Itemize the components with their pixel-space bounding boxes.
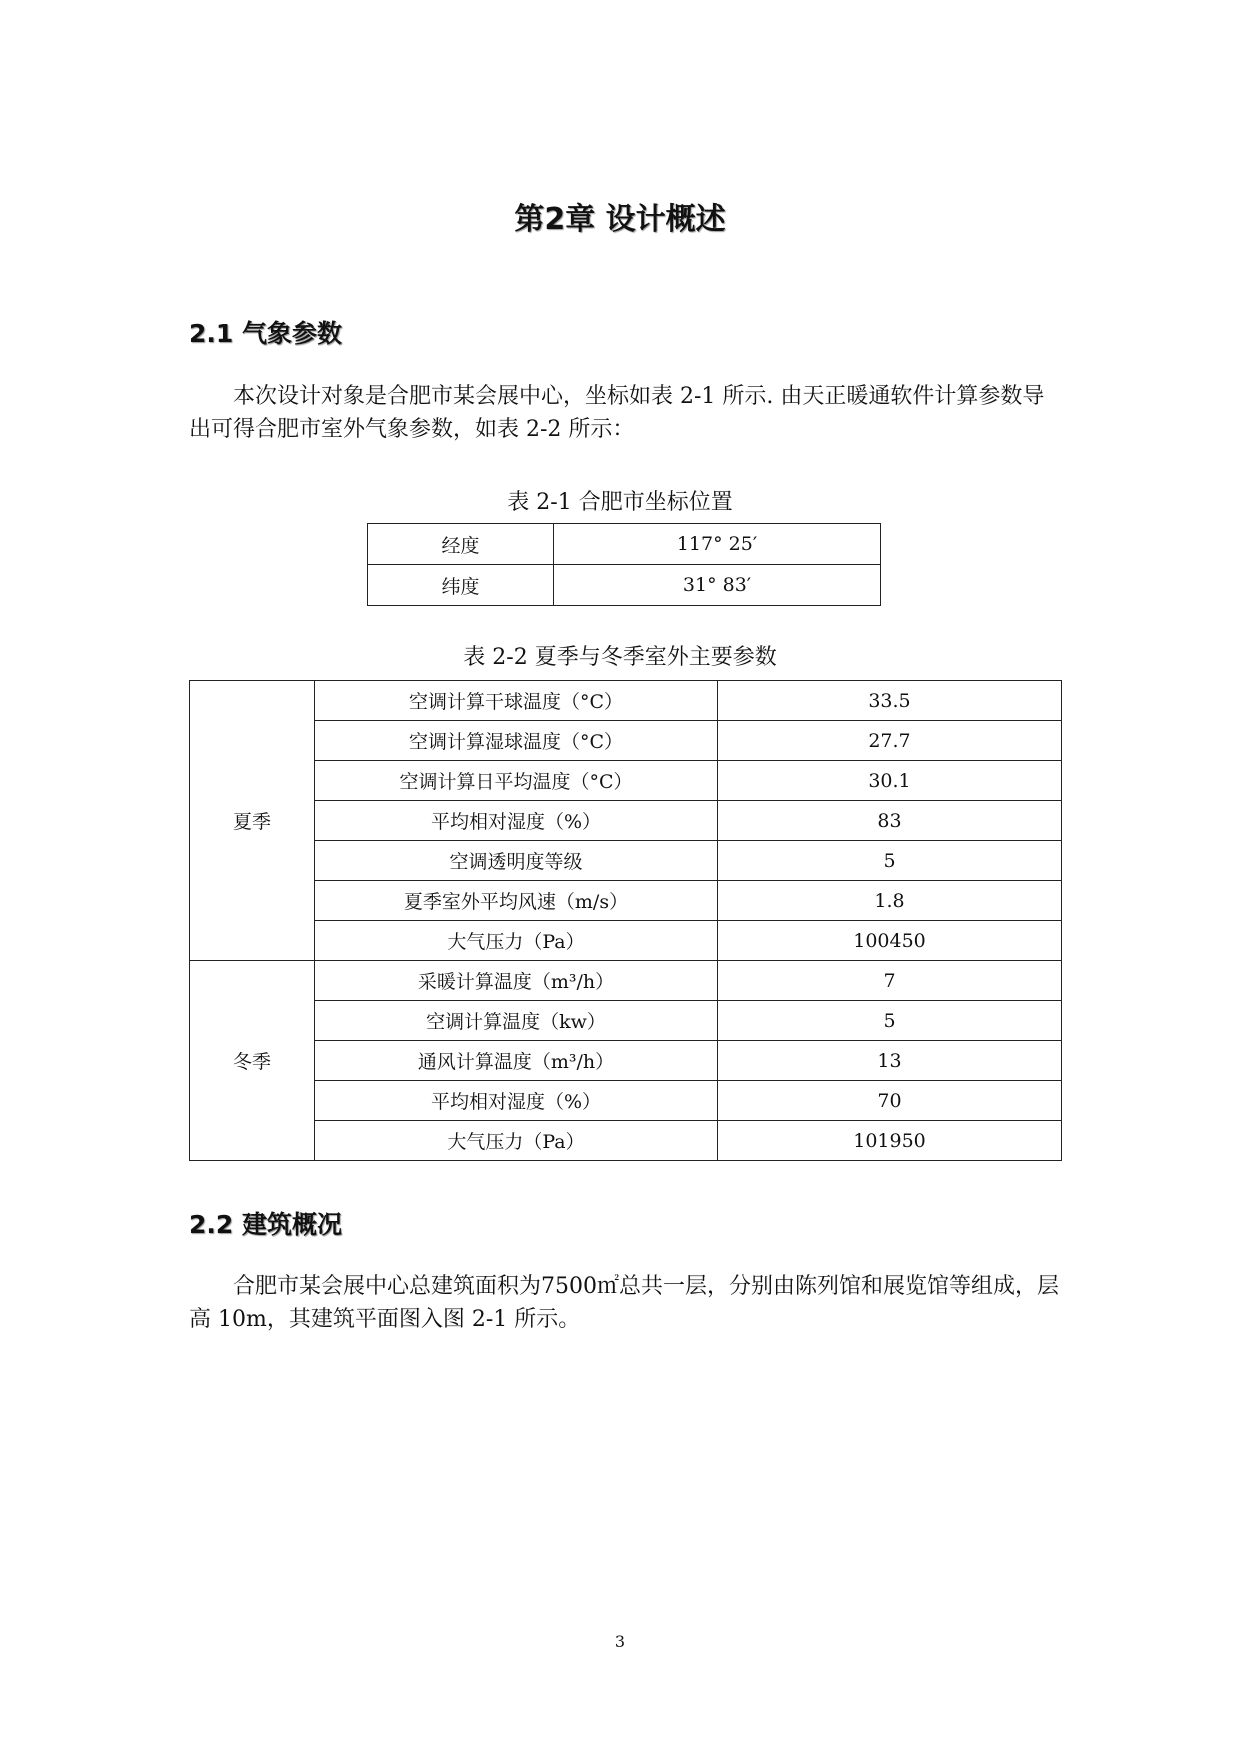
table-row xyxy=(190,1081,1062,1121)
table-row xyxy=(190,881,1062,921)
table-1-caption: 表 2-1 合肥市坐标位置 xyxy=(507,490,733,515)
parameter-value: 100450 xyxy=(718,921,1062,961)
parameter-label: 空调计算温度（kw） xyxy=(315,1001,718,1041)
section-heading-2-1: 2.1 气象参数 xyxy=(189,319,342,348)
table-row xyxy=(190,681,1062,721)
parameter-value: 70 xyxy=(718,1081,1062,1121)
parameter-value: 27.7 xyxy=(718,721,1062,761)
parameter-value: 5 xyxy=(718,1001,1062,1041)
table-row xyxy=(190,1001,1062,1041)
parameter-label: 空调透明度等级 xyxy=(315,841,718,881)
parameter-label: 空调计算干球温度（°C） xyxy=(315,681,718,721)
parameter-value: 1.8 xyxy=(718,881,1062,921)
table-row xyxy=(190,1041,1062,1081)
table-row xyxy=(368,565,881,606)
parameter-label: 大气压力（Pa） xyxy=(315,1121,718,1161)
parameter-value: 30.1 xyxy=(718,761,1062,801)
chapter-title: 第2章 设计概述 xyxy=(514,202,726,237)
row-label: 经度 xyxy=(368,524,554,565)
parameter-label: 平均相对湿度（%） xyxy=(315,1081,718,1121)
parameter-label: 空调计算湿球温度（°C） xyxy=(315,721,718,761)
parameter-label: 夏季室外平均风速（m/s） xyxy=(315,881,718,921)
table-row xyxy=(190,921,1062,961)
parameter-label: 采暖计算温度（m³/h） xyxy=(315,961,718,1001)
table-2-caption: 表 2-2 夏季与冬季室外主要参数 xyxy=(463,645,777,670)
table-row xyxy=(190,801,1062,841)
row-value: 31° 83′ xyxy=(554,565,881,606)
table-row xyxy=(190,841,1062,881)
row-label: 纬度 xyxy=(368,565,554,606)
coordinates-table xyxy=(367,523,881,606)
climate-parameters-table xyxy=(189,680,1062,1161)
season-cell: 冬季 xyxy=(190,961,315,1161)
table-row xyxy=(190,721,1062,761)
table-row xyxy=(190,961,1062,1001)
row-value: 117° 25′ xyxy=(554,524,881,565)
page-number: 3 xyxy=(614,1632,626,1651)
section-paragraph: 本次设计对象是合肥市某会展中心，坐标如表 2-1 所示. 由天正暖通软件计算参数导出可得合肥市室外气象参数，如表 2-2 所示： xyxy=(189,384,1045,442)
parameter-value: 101950 xyxy=(718,1121,1062,1161)
table-row xyxy=(190,761,1062,801)
parameter-value: 7 xyxy=(718,961,1062,1001)
parameter-label: 空调计算日平均温度（°C） xyxy=(315,761,718,801)
parameter-label: 大气压力（Pa） xyxy=(315,921,718,961)
parameter-label: 平均相对湿度（%） xyxy=(315,801,718,841)
parameter-label: 通风计算温度（m³/h） xyxy=(315,1041,718,1081)
section-paragraph: 合肥市某会展中心总建筑面积为7500㎡总共一层，分别由陈列馆和展览馆等组成，层高 10m，其建筑平面图入图 2-1 所示。 xyxy=(189,1274,1059,1332)
table-row xyxy=(190,1121,1062,1161)
parameter-value: 13 xyxy=(718,1041,1062,1081)
parameter-value: 33.5 xyxy=(718,681,1062,721)
parameter-value: 5 xyxy=(718,841,1062,881)
season-cell: 夏季 xyxy=(190,681,315,961)
parameter-value: 83 xyxy=(718,801,1062,841)
table-row xyxy=(368,524,881,565)
section-heading-2-2: 2.2 建筑概况 xyxy=(189,1210,342,1239)
